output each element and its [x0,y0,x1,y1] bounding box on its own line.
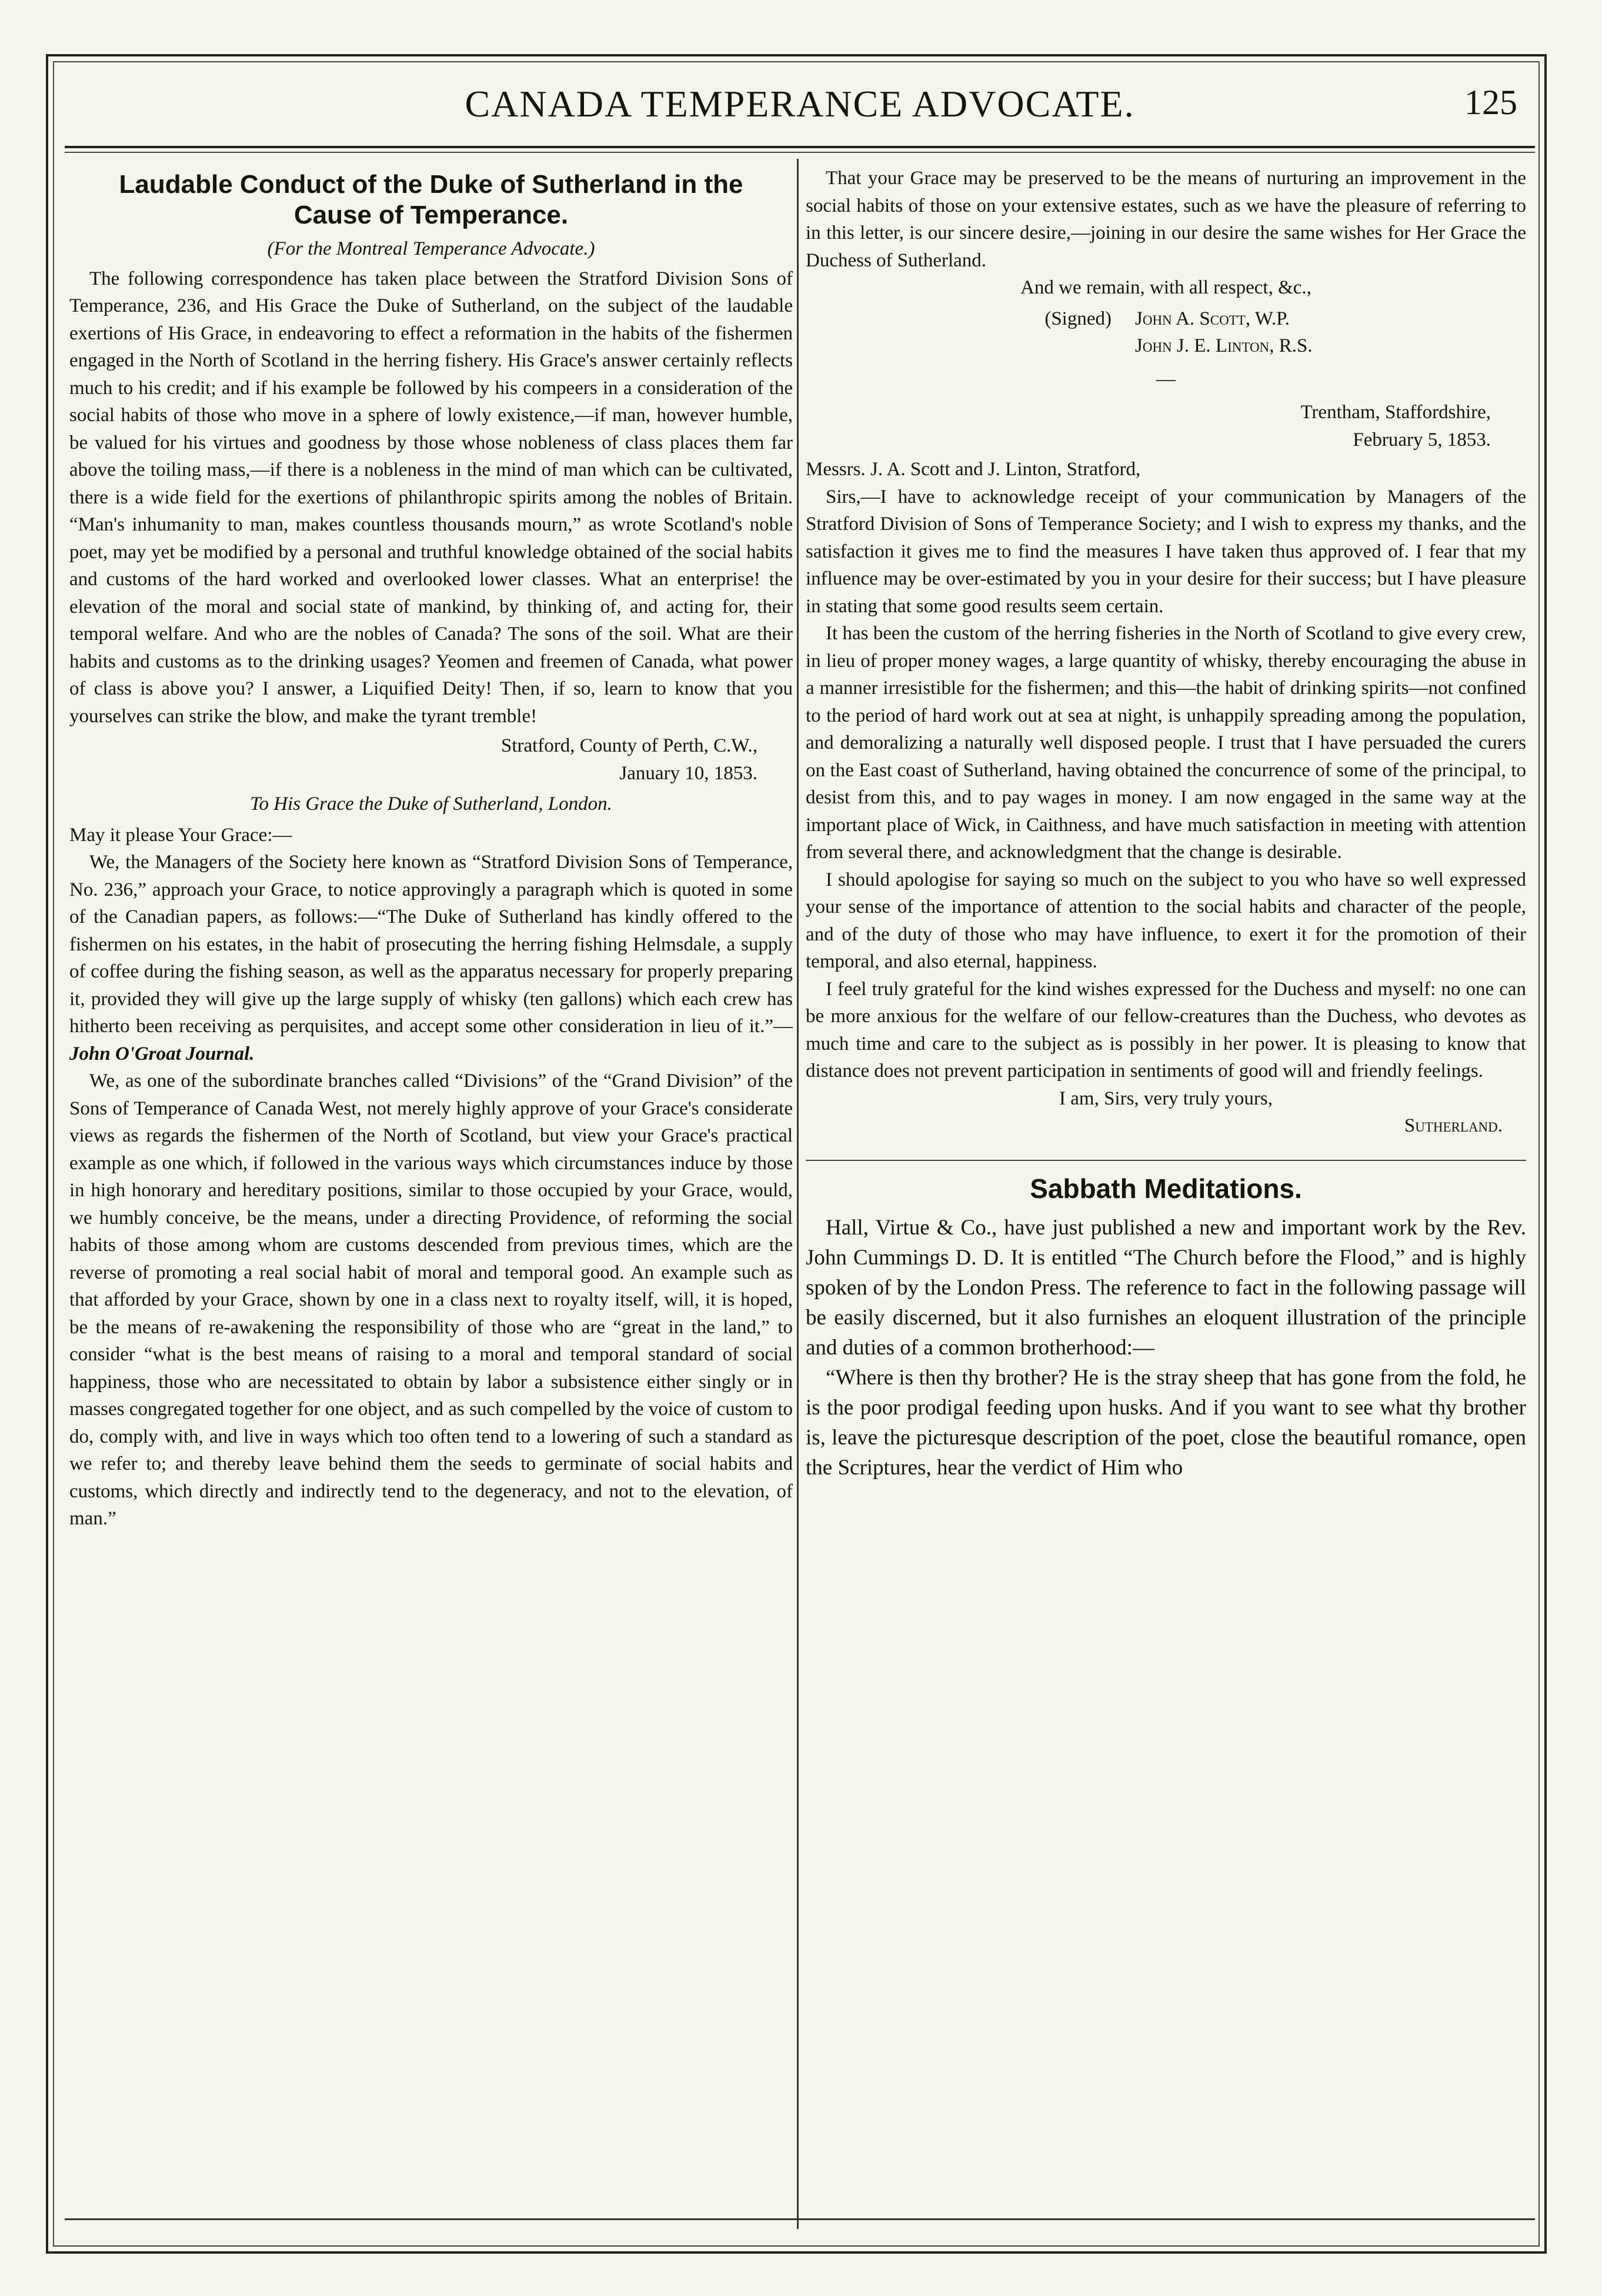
reply-closing: I am, Sirs, very truly yours, [1059,1087,1273,1109]
letter-closing: And we remain, with all respect, &c., [1020,277,1311,298]
letter-salutation: May it please Your Grace:— [69,824,292,846]
letter-paragraph-1 [69,849,793,1067]
dateline-stratford [69,732,793,787]
signed-label: (Signed) [1044,308,1112,329]
sabbath-paragraph-1: Hall, Virtue & Co., have just published a new and important work by the Rev. John Cummings D. D. It is entitled “The Church before the Flood,” and is highly spoken of by the London Press. The reference to fact in the following passage will be easily discerned, but it also furnishes an eloquent illustration of the principle and duties of a common brotherhood:— [806,1216,1526,1360]
dateline-trentham-place: Trentham, Staffordshire, [1300,402,1491,423]
dateline-stratford-place: Stratford, County of Perth, C.W., [500,735,757,756]
reply-paragraph-3: I should apologise for saying so much on the subject to you who have so well expressed your sense of the importance of attention to the social habits and character of the people, and of the duty of those who may have influence, to exert it for the promotion of their temporal, and also eternal, happiness. [806,869,1526,972]
letter-paragraph-3: That your Grace may be preserved to be the means of nurturing an improvement in the social habits of those on your extensive estates, such as we have the pleasure of referring to in this letter, is our sincere desire,—joining in our desire the same wishes for Her Grace the Duchess of Sutherland. [806,168,1526,271]
right-column [806,165,1526,1483]
reply-paragraph-4: I feel truly grateful for the kind wishes expressed for the Duchess and myself: no one can be more anxious for the welfare of our fellow-creatures than the Duchess, who devotes as much time and care to the subject as is possibly in her power. It is pleasing to know that distance does not prevent participation in sentiments of good will and friendly feelings. [806,978,1526,1082]
dateline-trentham-date: February 5, 1853. [1353,429,1491,450]
article-title [69,169,793,231]
article-title-line1: Laudable Conduct of the Duke of Sutherland in the [119,170,743,199]
separator-dash: — [1156,368,1176,390]
reply-address: Messrs. J. A. Scott and J. Linton, Stratford, [806,459,1141,480]
left-column [69,165,793,1533]
header-rule [65,146,1535,153]
column-divider [797,159,799,2229]
article-title-line2: Cause of Temperance. [293,201,569,229]
dateline-stratford-date: January 10, 1853. [619,762,757,784]
reply-paragraph-2: It has been the custom of the herring fisheries in the North of Scotland to give every crew, in lieu of proper money wages, a large quantity of whisky, thereby encouraging the abuse in a manner irresistible for the fishermen; and this—the habit of drinking spirits—not confined to the period of hard work out at sea at night, is unhappily spreading among the population, and demoralizing a naturally well disposed people. I trust that I have persuaded the curers on the East coast of Sutherland, having obtained the concurrence of some of the principal, to desist from this, and to pay wages in money. I am now engaged in the same way at the important place of Wick, in Caithness, and have much satisfaction in meeting with attention from several there, and acknowledgment that the change is desirable. [806,623,1526,863]
reply-paragraph-1: Sirs,—I have to acknowledge receipt of your communication by Managers of the Stratford Division of Sons of Temperance Society; and I wish to express my thanks, and the satisfaction it gives me to find the measures I have taken thus approved of. I fear that my influence may be over-estimated by you in your desire for their success; but I have pleasure in stating that some good results seem certain. [806,486,1526,617]
reply-signature: Sutherland. [1404,1115,1503,1136]
letter-paragraph-2: We, as one of the subordinate branches called “Divisions” of the “Grand Division” of the Sons of Temperance of Canada West, not merely highly approve of your Grace's considerate views as regards the fishermen of the North of Scotland, but view your Grace's practical example as one which, if followed in the various ways which circumstances induce by those in high honorary and hereditary positions, similar to those occupied by your Grace, would, we humbly conceive, be the means, under a directing Providence, of reforming the social habits of those among whom are customs descended from previous times, which are the reverse of promoting a real social habit of moral and temporal good. An example such as that afforded by your Grace, shown by one in a class next to royalty itself, will, it is hoped, be the means of re-awakening the responsibility of those who are “great in the land,” to consider “what is the best means of raising to a moral and temporal standard of social happiness, those who are necessitated to obtain by labor a subsistence either singly or in masses congregated together for one object, and as such compelled by the voice of custom to do, comply with, and live in ways which too often tend to a lowering of such a standard as we refer to; and thereby leave behind them the seeds to germinate of social habits and customs, which directly and indirectly tend to the degeneracy, and not to the elevation, of man.” [69,1070,793,1529]
article-byline: (For the Montreal Temperance Advocate.) [267,238,595,259]
section-heading-sabbath: Sabbath Meditations. [1030,1173,1302,1204]
section-rule [806,1160,1526,1161]
dateline-trentham [806,399,1526,453]
signer-scott: John A. Scott, W.P. [1135,308,1290,329]
publication-title: CANADA TEMPERANCE ADVOCATE. [465,83,1135,125]
masthead [65,82,1535,147]
letter-address: To His Grace the Duke of Sutherland, London. [250,793,612,815]
footer-rule [65,2218,1535,2220]
letter-paragraph-1-text: We, the Managers of the Society here known as “Stratford Division Sons of Temperance, No. 236,” approach your Grace, to notice approvingly a paragraph which is quoted in some of the Canadian papers, as follows:—“The Duke of Sutherland has kindly offered to the fishermen on his estates, in the habit of prosecuting the herring fishing Helmsdale, a supply of coffee during the fishing season, as well as the apparatus necessary for properly preparing it, provided they will give up the large supply of whisky (ten gallons) which each crew has hitherto been receiving as perquisites, and accept some other consideration in lieu of it.”— [69,852,793,1037]
quote-source: John O'Groat Journal. [69,1043,255,1064]
intro-paragraph: The following correspondence has taken place between the Stratford Division Sons of Temperance, 236, and His Grace the Duke of Sutherland, on the subject of the laudable exertions of His Grace, in endeavoring to effect a reformation in the habits of the fishermen engaged in the North of Scotland in the herring fishery. His Grace's answer certainly reflects much to his credit; and if his example be followed by his compeers in a consideration of the social habits of those who move in a sphere of lowly existence,—if man, however humble, be valued for his virtues and goodness by those whose nobleness of class places them far above the toiling mass,—if there is a nobleness in the mind of man which can be cultivated, there is a wide field for the exertions of philanthropic spirits among the nobles of Britain. “Man's inhumanity to man, makes countless thousands mourn,” as wrote Scotland's noble poet, may yet be modified by a personal and truthful knowledge obtained of the social habits and customs of the hard worked and overlooked lower classes. What an enterprise! the elevation of the moral and social state of mankind, by thinking of, and acting for, their temporal welfare. And who are the nobles of Canada? The sons of the soil. What are their habits and customs as to the drinking usages? Yeomen and freemen of Canada, what power of class is above you? I answer, a Liquified Deity! Then, if so, learn to know that you yourselves can strike the blow, and make the tyrant tremble! [69,268,793,727]
signature-block [806,305,1526,360]
sabbath-paragraph-2: “Where is then thy brother? He is the stray sheep that has gone from the fold, he is the poor prodigal feeding upon husks. And if you want to see what thy brother is, leave the picturesque description of the poet, close the beautiful romance, open the Scriptures, hear the verdict of Him who [806,1366,1526,1480]
page-number: 125 [1464,83,1517,122]
signer-linton: John J. E. Linton, R.S. [1135,335,1313,356]
